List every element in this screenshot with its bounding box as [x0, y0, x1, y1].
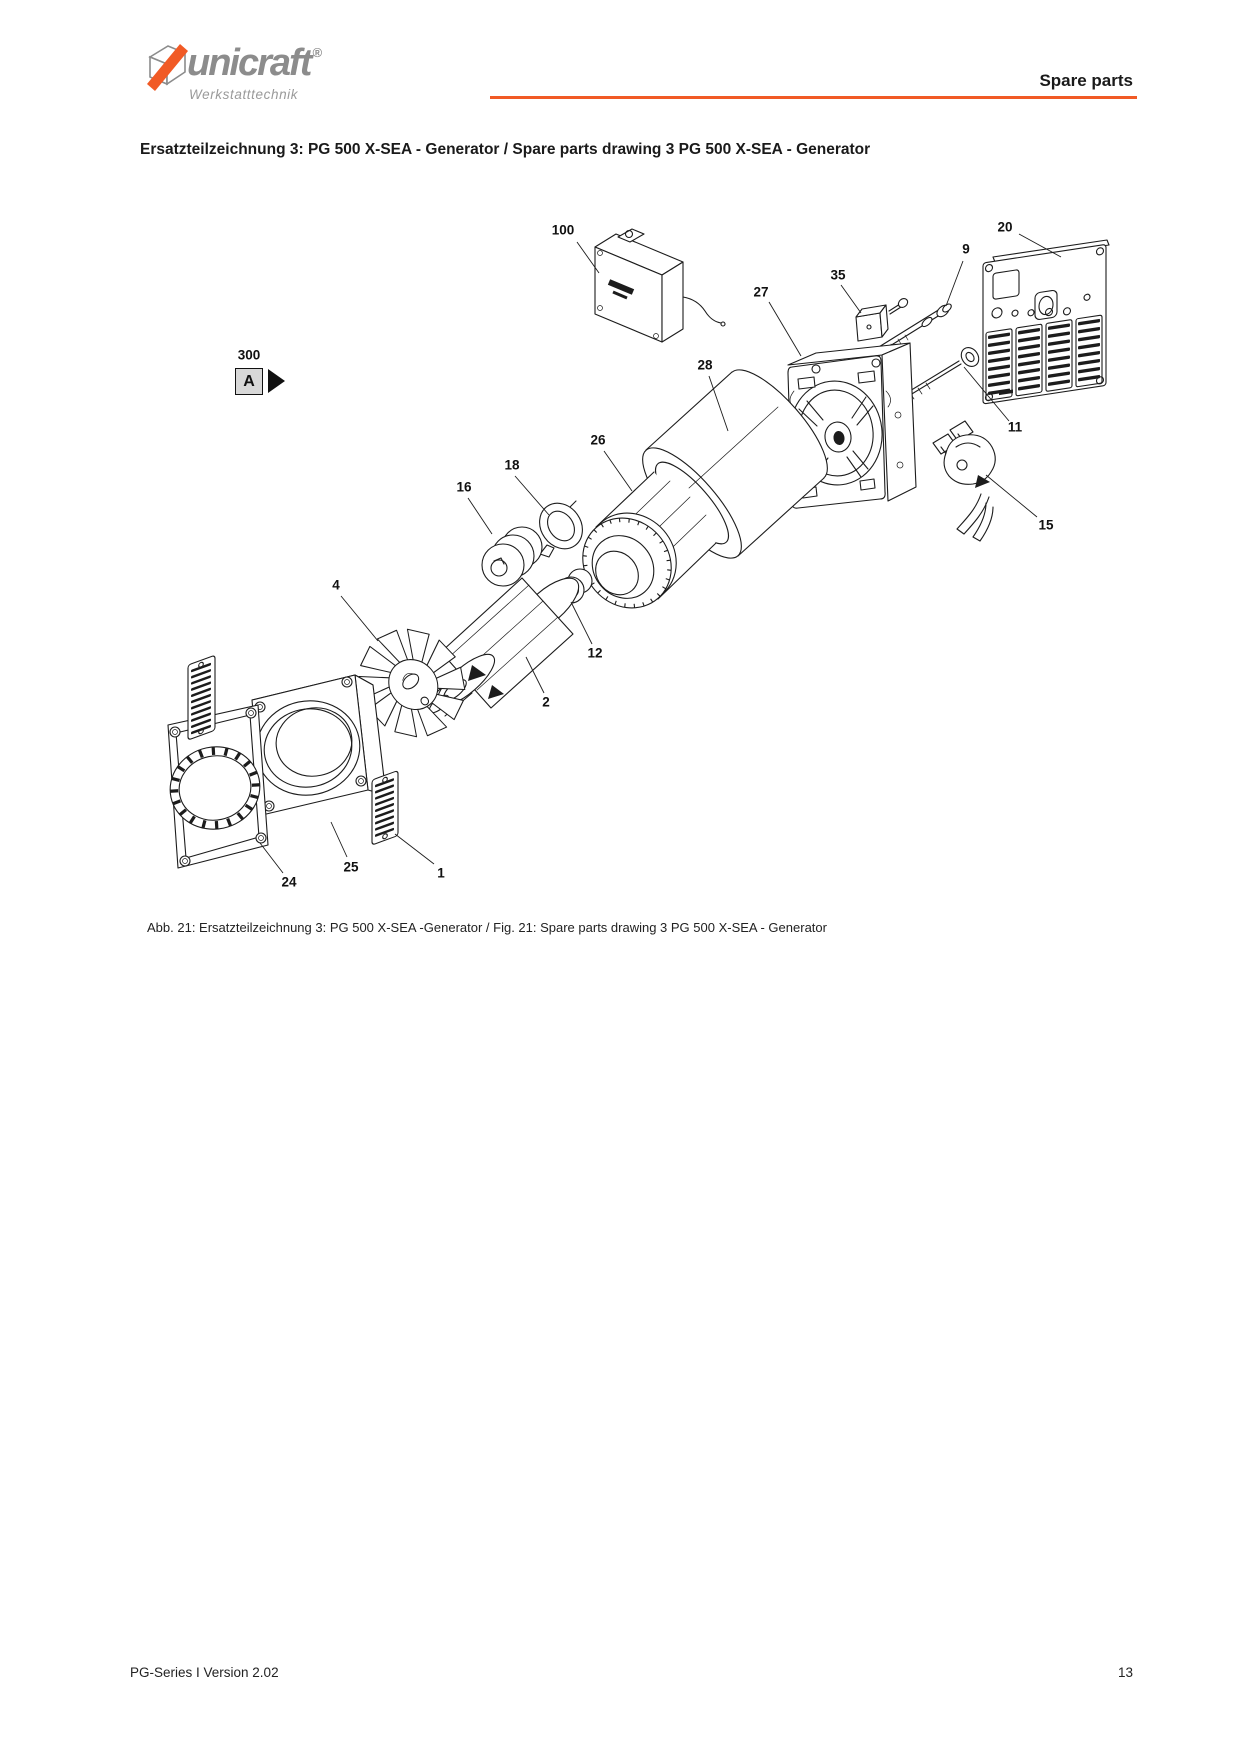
- figure-caption: Abb. 21: Ersatzteilzeichnung 3: PG 500 X-SEA -Generator / Fig. 21: Spare parts drawing 3 PG 500 X-SEA - Generator: [147, 920, 827, 935]
- detail-marker-arrow-icon: [268, 369, 285, 393]
- part-label-15: 15: [1038, 517, 1054, 533]
- part-35-switch: [856, 297, 909, 341]
- part-label-26: 26: [590, 432, 606, 448]
- registered-mark: ®: [312, 45, 322, 60]
- part-label-27: 27: [753, 284, 769, 300]
- section-title: Spare parts: [1039, 71, 1133, 90]
- brand-subtitle: Werkstatttechnik: [189, 87, 299, 102]
- part-100-avr-module: [595, 229, 725, 342]
- brand-name: unicraft: [187, 42, 311, 84]
- brand-wordmark: [187, 44, 322, 82]
- footer-page-number: 13: [1117, 1665, 1133, 1680]
- part-label-24: 24: [281, 874, 297, 890]
- part-label-4: 4: [332, 577, 340, 593]
- part-label-2: 2: [542, 694, 550, 710]
- part-25-front-housing: [247, 675, 386, 815]
- brand-cube-icon: [143, 40, 191, 96]
- detail-marker-number: 300: [237, 347, 261, 363]
- part-label-35: 35: [830, 267, 846, 283]
- part-2-rotor: [427, 569, 588, 716]
- page-title: Ersatzteilzeichnung 3: PG 500 X-SEA - Generator / Spare parts drawing 3 PG 500 X-SEA - Generator: [140, 141, 871, 158]
- header-rule: [490, 96, 1137, 99]
- part-15-plug: [933, 421, 995, 541]
- part-label-12: 12: [587, 645, 603, 661]
- part-label-25: 25: [343, 859, 359, 875]
- exploded-view-drawing: [140, 185, 1140, 895]
- detail-marker-letter-box: A: [235, 368, 263, 395]
- part-label-16: 16: [456, 479, 472, 495]
- part-label-1: 1: [437, 865, 445, 881]
- part-label-100: 100: [551, 222, 575, 238]
- footer-version: PG-Series I Version 2.02: [130, 1665, 279, 1680]
- part-label-28: 28: [697, 357, 713, 373]
- part-label-20: 20: [997, 219, 1013, 235]
- figure-area: [140, 185, 1140, 895]
- part-1-vent-plate: [372, 771, 398, 845]
- part-label-9: 9: [962, 241, 970, 257]
- part-16-pulley: [482, 527, 542, 586]
- part-24-front-frame: [162, 705, 268, 868]
- part-label-18: 18: [504, 457, 520, 473]
- part-label-11: 11: [1007, 419, 1023, 435]
- part-20-end-panel: [983, 240, 1109, 404]
- vent-plate-left: [188, 655, 215, 740]
